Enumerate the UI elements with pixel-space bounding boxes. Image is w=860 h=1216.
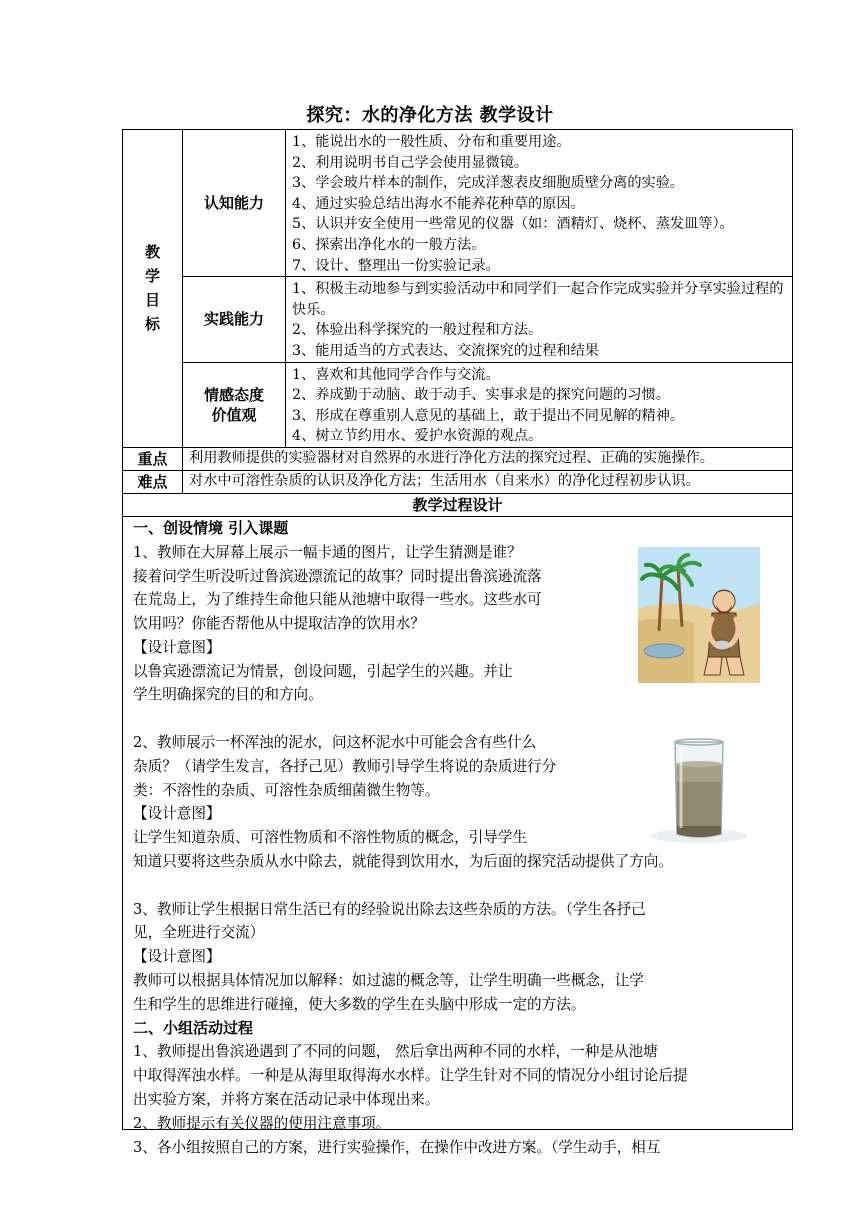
cognitive-label: 认知能力: [183, 130, 286, 277]
process-line: 教师可以根据具体情况加以解释：如过滤的概念等，让学生明确一些概念，让学: [133, 972, 644, 990]
process-content: [123, 516, 793, 1156]
difficulty-label: 难点: [123, 470, 183, 493]
attitude-list: [286, 362, 793, 447]
process-line: 杂质？（请学生发言，各抒己见）教师引导学生将说的杂质进行分: [133, 757, 557, 775]
list-item: 3、学会玻片样本的制作，完成洋葱表皮细胞质壁分离的实验。: [292, 175, 685, 192]
practice-label: 实践能力: [183, 277, 286, 362]
process-title: 教学过程设计: [123, 493, 793, 516]
list-item: 2、利用说明书自己学会使用显微镜。: [292, 154, 529, 171]
cognitive-list: [286, 130, 793, 277]
process-line: 类：不溶性的杂质、可溶性杂质细菌微生物等。: [133, 781, 440, 799]
list-item: 2、养成勤于动脑、敢于动手、实事求是的探究问题的习惯。: [292, 387, 670, 404]
process-line: [133, 707, 789, 731]
process-line: 学生明确探究的目的和方向。: [133, 686, 323, 704]
list-item: 1、能说出水的一般性质、分布和重要用途。: [292, 134, 571, 150]
process-line: 2、教师提示有关仪器的使用注意事项。: [133, 1114, 391, 1132]
list-item: 1、喜欢和其他同学合作与交流。: [292, 366, 500, 383]
page-title: 探究：水的净化方法 教学设计: [306, 105, 554, 126]
process-line: 中取得浑浊水样。一种是从海里取得海水水样。让学生针对不同的情况分小组讨论后提: [133, 1067, 688, 1085]
process-line: 知道只要将这些杂质从水中除去，就能得到饮用水，为后面的探究活动提供了方向。: [133, 853, 673, 871]
process-line: 2、教师展示一杯浑浊的泥水，问这杯泥水中可能会含有些什么: [133, 734, 537, 752]
objectives-label: 教 学 目 标: [123, 130, 183, 448]
process-line: 出实验方案，并将方案在活动记录中体现出来。: [133, 1091, 440, 1109]
list-item: 3、能用适当的方式表达、交流探究的过程和结果: [292, 342, 599, 359]
process-line: [133, 874, 789, 898]
practice-list: [286, 277, 793, 362]
process-line: 3、教师让学生根据日常生活已有的经验说出除去这些杂质的方法。（学生各抒己: [133, 900, 646, 918]
list-item: 7、设计、整理出一份实验记录。: [292, 257, 500, 274]
list-item: 4、通过实验总结出海水不能养花种草的原因。: [292, 195, 585, 212]
robinson-cartoon-image: [638, 547, 760, 683]
key-point-label: 重点: [123, 447, 183, 470]
list-item: 3、形成在尊重别人意见的基础上，敢于提出不同见解的精神。: [292, 407, 685, 424]
process-line: 3、各小组按照自己的方案，进行实验操作，在操作中改进方案。（学生动手，相互: [133, 1138, 661, 1156]
process-line: 1、教师提出鲁滨逊遇到了不同的问题， 然后拿出两种不同的水样，一种是从池塘: [133, 1043, 658, 1061]
section-heading: 一、创设情境 引入课题: [133, 518, 289, 537]
list-item: 4、树立节约用水、爱护水资源的观点。: [292, 428, 543, 445]
process-line: 【设计意图】: [133, 805, 221, 823]
process-line: 1、教师在大屏幕上展示一幅卡通的图片，让学生猜测是谁？: [133, 543, 522, 561]
difficulty-text: 对水中可溶性杂质的认识及净化方法；生活用水（自来水）的净化过程初步认识。: [183, 470, 793, 493]
section-heading: 二、小组活动过程: [133, 1018, 254, 1037]
lesson-plan-table: [122, 129, 793, 1156]
process-line: 见，全班进行交流）: [133, 924, 265, 942]
process-line: 让学生知道杂质、可溶性物质和不溶性物质的概念，引导学生: [133, 829, 528, 847]
process-line: 生和学生的思维进行碰撞，使大多数的学生在头脑中形成一定的方法。: [133, 995, 586, 1013]
key-point-text: 利用教师提供的实验器材对自然界的水进行净化方法的探究过程、正确的实施操作。: [183, 447, 793, 470]
process-line: 【设计意图】: [133, 948, 221, 966]
muddy-water-beaker-image: [645, 734, 753, 844]
process-line: 接着问学生听没听过鲁滨逊漂流记的故事？同时提出鲁滨逊流落: [133, 567, 542, 585]
attitude-label: 情感态度 价值观: [183, 362, 286, 447]
list-item: 5、认识并安全使用一些常见的仪器（如：酒精灯、烧杯、蒸发皿等）。: [292, 216, 734, 233]
list-item: 2、体验出科学探究的一般过程和方法。: [292, 322, 543, 339]
list-item: 1、积极主动地参与到实验活动中和同学们一起合作完成实验并分享实验过程的快乐。: [292, 281, 784, 318]
list-item: 6、探索出净化水的一般方法。: [292, 236, 486, 253]
process-line: 【设计意图】: [133, 638, 221, 656]
process-line: 饮用吗？你能否帮他从中提取洁净的饮用水？: [133, 615, 425, 633]
process-line: 以鲁宾逊漂流记为情景，创设问题，引起学生的兴趣。并让: [133, 662, 513, 680]
process-line: 在荒岛上，为了维持生命他只能从池塘中取得一些水。这些水可: [133, 591, 542, 609]
